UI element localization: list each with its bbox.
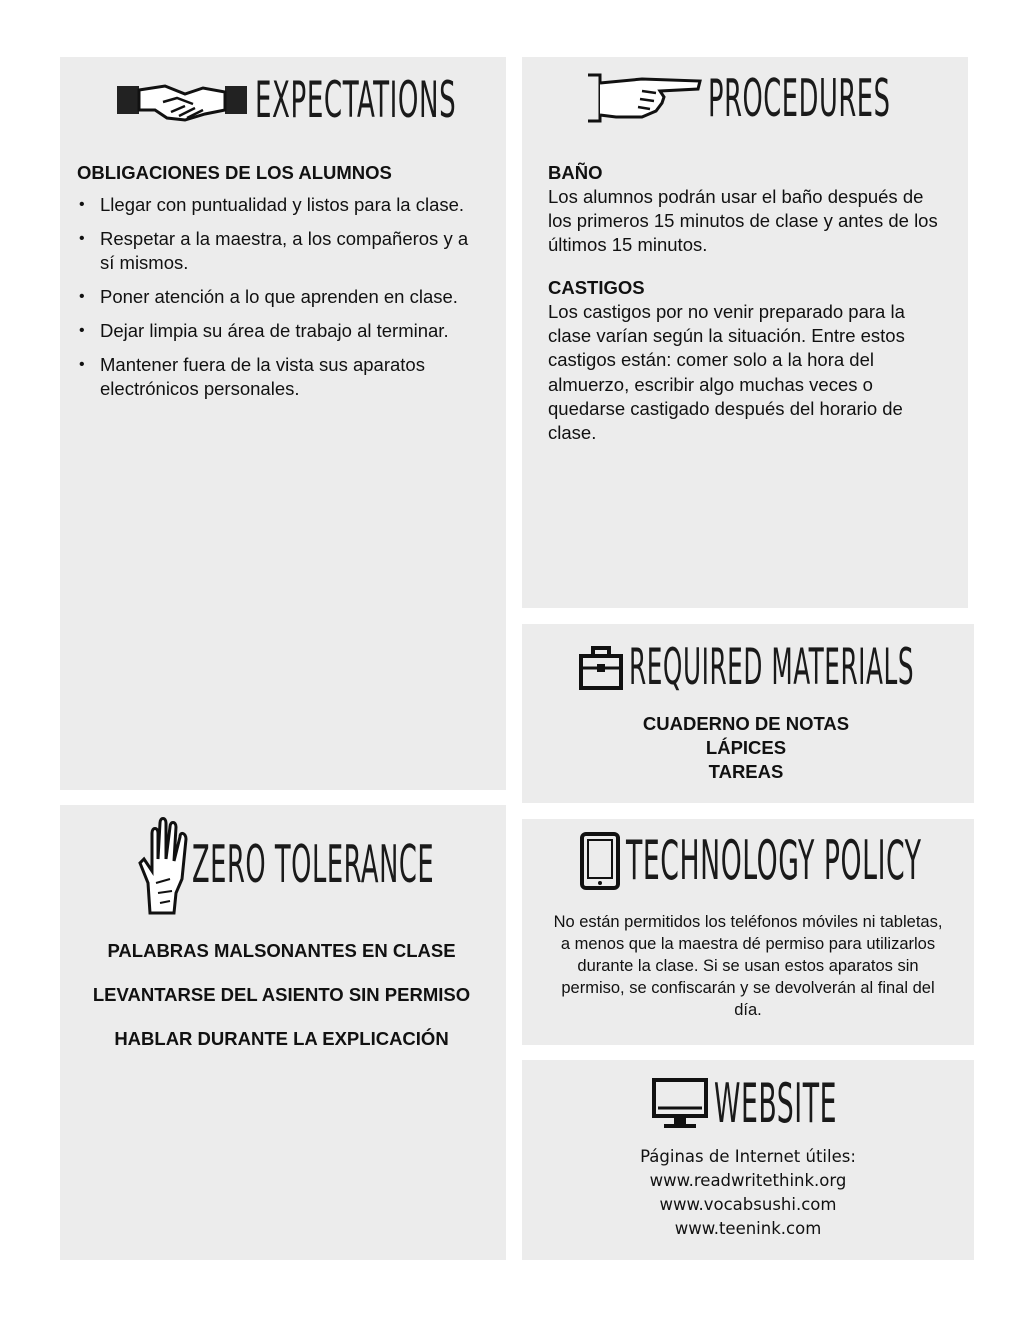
technology-panel [522, 819, 974, 1045]
bano-text: Los alumnos podrán usar el baño después de los primeros 15 minutos de clase y antes de los últimos 15 minutos. [548, 186, 938, 256]
pointing-hand-icon [582, 71, 704, 127]
list-item: • Mantener fuera de la vista sus aparatos electrónicos personales. [77, 353, 487, 401]
tablet-icon [578, 830, 622, 892]
toolbox-icon [577, 642, 625, 692]
procedures-header [582, 69, 1024, 129]
procedures-title: PROCEDURES [708, 69, 891, 129]
list-item: HABLAR DURANTE LA EXPLICACIÓN [114, 1028, 449, 1049]
website-link[interactable]: www.teenink.com [674, 1219, 822, 1238]
zero-tolerance-panel [60, 805, 506, 1260]
list-item: • Respetar a la maestra, a los compañeros y a sí mismos. [77, 227, 487, 275]
handshake-icon [115, 74, 249, 126]
website-link[interactable]: www.readwritethink.org [649, 1171, 847, 1190]
materials-panel [522, 624, 974, 803]
list-item: • Llegar con puntualidad y listos para la clase. [77, 193, 487, 217]
castigos-text: Los castigos por no venir preparado para la clase varían según la situación. Entre estos castigos están: comer solo a la hora del almuerzo, escribir algo muchas veces o quedarse castigado después del horario de clase. [548, 301, 905, 444]
list-item: • Dejar limpia su área de trabajo al terminar. [77, 319, 487, 343]
website-list [522, 1145, 974, 1241]
list-item: LÁPICES [705, 737, 787, 758]
technology-header [578, 829, 1024, 892]
list-item: • Poner atención a lo que aprenden en clase. [77, 285, 487, 309]
raised-hand-icon [136, 813, 190, 917]
website-intro: Páginas de Internet útiles: [640, 1147, 856, 1166]
materials-list [522, 712, 970, 784]
website-link[interactable]: www.vocabsushi.com [659, 1195, 837, 1214]
expectations-title: EXPECTATIONS [255, 71, 457, 129]
procedures-panel [522, 57, 968, 608]
obligaciones-heading: OBLIGACIONES DE LOS ALUMNOS [77, 162, 392, 183]
bano-heading: BAÑO [548, 162, 603, 183]
obligaciones-list [77, 193, 487, 411]
zero-tolerance-list [90, 939, 473, 1071]
castigos-heading: CASTIGOS [548, 277, 645, 298]
technology-title: TECHNOLOGY POLICY [626, 829, 922, 892]
zero-tolerance-title: ZERO TOLERANCE [192, 835, 435, 895]
list-item: TAREAS [708, 761, 784, 782]
list-item: LEVANTARSE DEL ASIENTO SIN PERMISO [92, 984, 471, 1005]
list-item: PALABRAS MALSONANTES EN CLASE [107, 940, 456, 961]
website-title: WEBSITE [714, 1072, 838, 1135]
materials-title: REQUIRED MATERIALS [629, 638, 915, 696]
technology-text: No están permitidos los teléfonos móviles ni tabletas, a menos que la maestra dé permiso para utilizarlos durante la clase. Si se usan estos aparatos sin permiso, se confiscarán y se devolverán al final del día. [553, 913, 943, 1019]
expectations-panel [60, 57, 506, 790]
materials-header [577, 638, 1024, 696]
website-header [650, 1072, 938, 1135]
monitor-icon [650, 1076, 710, 1132]
list-item: CUADERNO DE NOTAS [642, 713, 850, 734]
website-panel [522, 1060, 974, 1260]
